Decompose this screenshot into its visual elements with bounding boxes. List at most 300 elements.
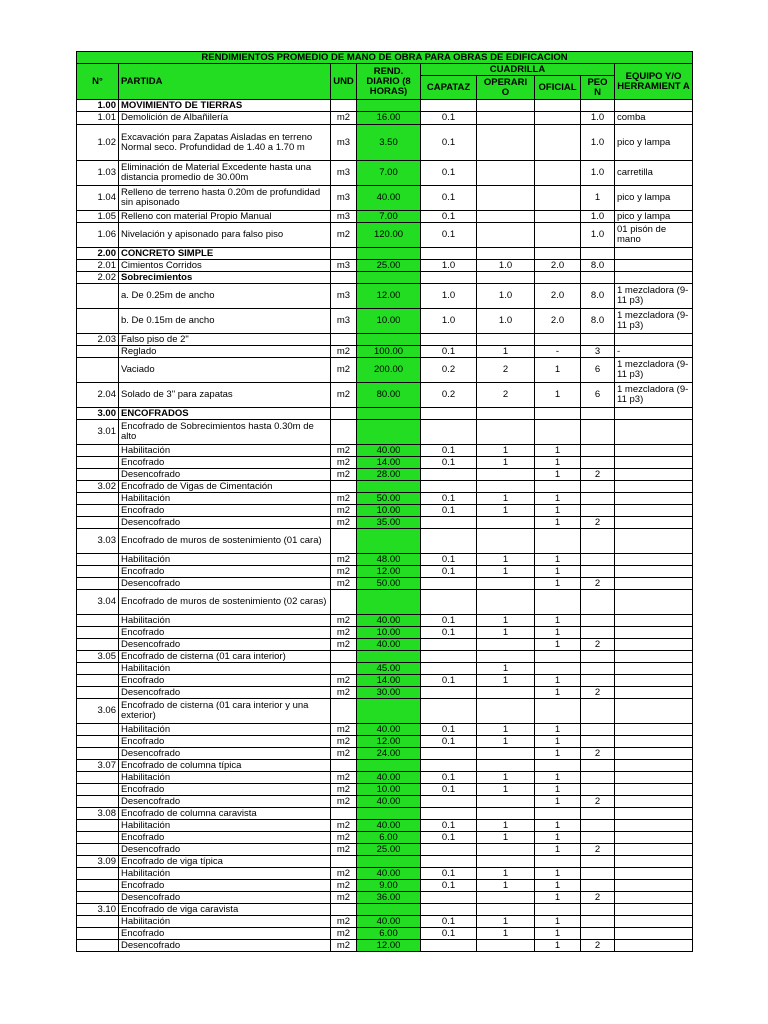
operario-cell [477, 223, 535, 248]
unit-cell: m2 [331, 724, 357, 736]
partida-cell: Habilitación [119, 445, 331, 457]
item-number [77, 868, 119, 880]
operario-cell [477, 211, 535, 223]
header-oficial: OFICIAL [535, 76, 581, 100]
peon-cell [581, 445, 615, 457]
capataz-cell [421, 481, 477, 493]
unit-cell: m2 [331, 627, 357, 639]
header-operario: OPERARI O [477, 76, 535, 100]
operario-cell [477, 529, 535, 554]
partida-cell: ENCOFRADOS [119, 408, 331, 420]
capataz-cell: 1.0 [421, 260, 477, 272]
equipo-cell [615, 100, 693, 112]
unit-cell: m2 [331, 358, 357, 383]
partida-cell: Desencofrado [119, 639, 331, 651]
oficial-cell: 1 [535, 469, 581, 481]
unit-cell [331, 408, 357, 420]
oficial-cell [535, 529, 581, 554]
operario-cell [477, 808, 535, 820]
table-row [77, 687, 693, 699]
peon-cell [581, 554, 615, 566]
partida-cell: Reglado [119, 346, 331, 358]
rendimiento-cell: 30.00 [357, 687, 421, 699]
oficial-cell [535, 808, 581, 820]
partida-cell: Habilitación [119, 772, 331, 784]
equipo-cell [615, 772, 693, 784]
equipo-cell [615, 260, 693, 272]
unit-cell: m2 [331, 868, 357, 880]
item-number: 3.09 [77, 856, 119, 868]
table-row [77, 566, 693, 578]
operario-cell: 1 [477, 916, 535, 928]
equipo-cell [615, 457, 693, 469]
rendimiento-cell [357, 529, 421, 554]
rendimiento-cell [357, 904, 421, 916]
operario-cell [477, 590, 535, 615]
table-row [77, 505, 693, 517]
rendimiento-cell: 25.00 [357, 844, 421, 856]
capataz-cell [421, 408, 477, 420]
operario-cell [477, 112, 535, 125]
peon-cell [581, 832, 615, 844]
table-row [77, 904, 693, 916]
operario-cell: 2 [477, 358, 535, 383]
unit-cell [331, 808, 357, 820]
unit-cell [331, 100, 357, 112]
peon-cell: 2 [581, 940, 615, 952]
operario-cell: 1 [477, 554, 535, 566]
oficial-cell [535, 334, 581, 346]
rendimiento-cell: 10.00 [357, 309, 421, 334]
unit-cell: m2 [331, 844, 357, 856]
equipo-cell: 01 pisón de mano [615, 223, 693, 248]
operario-cell: 1 [477, 346, 535, 358]
oficial-cell: 1 [535, 445, 581, 457]
table-row [77, 284, 693, 309]
oficial-cell: 1 [535, 832, 581, 844]
peon-cell [581, 272, 615, 284]
unit-cell: m2 [331, 445, 357, 457]
operario-cell [477, 248, 535, 260]
unit-cell [331, 590, 357, 615]
peon-cell [581, 675, 615, 687]
capataz-cell: 0.1 [421, 784, 477, 796]
operario-cell [477, 748, 535, 760]
table-row [77, 784, 693, 796]
partida-cell: CONCRETO SIMPLE [119, 248, 331, 260]
unit-cell: m3 [331, 309, 357, 334]
partida-cell: Desencofrado [119, 578, 331, 590]
peon-cell [581, 699, 615, 724]
peon-cell: 1.0 [581, 223, 615, 248]
oficial-cell: 1 [535, 517, 581, 529]
rendimiento-cell [357, 760, 421, 772]
table-row [77, 457, 693, 469]
rendimiento-cell: 9.00 [357, 880, 421, 892]
partida-cell: Habilitación [119, 868, 331, 880]
rendimiento-cell [357, 420, 421, 445]
unit-cell: m2 [331, 796, 357, 808]
capataz-cell [421, 334, 477, 346]
unit-cell [331, 904, 357, 916]
rendimiento-cell [357, 856, 421, 868]
equipo-cell [615, 904, 693, 916]
item-number [77, 892, 119, 904]
item-number: 3.04 [77, 590, 119, 615]
table-row [77, 675, 693, 687]
partida-cell: Eliminación de Material Excedente hasta una distancia promedio de 30.00m [119, 161, 331, 186]
rendimiento-cell: 40.00 [357, 868, 421, 880]
unit-cell: m2 [331, 736, 357, 748]
item-number: 1.06 [77, 223, 119, 248]
capataz-cell: 0.1 [421, 346, 477, 358]
header-capataz: CAPATAZ [421, 76, 477, 100]
table-row [77, 590, 693, 615]
equipo-cell [615, 880, 693, 892]
operario-cell [477, 940, 535, 952]
rendimiento-cell [357, 100, 421, 112]
rendimiento-cell: 48.00 [357, 554, 421, 566]
unit-cell: m2 [331, 578, 357, 590]
peon-cell [581, 408, 615, 420]
equipo-cell [615, 832, 693, 844]
rendimiento-cell: 3.50 [357, 125, 421, 161]
table-row [77, 832, 693, 844]
unit-cell: m2 [331, 493, 357, 505]
partida-cell: Desencofrado [119, 469, 331, 481]
oficial-cell: 1 [535, 457, 581, 469]
table-row [77, 161, 693, 186]
unit-cell: m2 [331, 346, 357, 358]
table-row [77, 383, 693, 408]
peon-cell: 6 [581, 383, 615, 408]
peon-cell [581, 505, 615, 517]
equipo-cell [615, 334, 693, 346]
table-row [77, 699, 693, 724]
unit-cell: m2 [331, 892, 357, 904]
item-number: 1.01 [77, 112, 119, 125]
partida-cell: Desencofrado [119, 687, 331, 699]
rendimiento-cell [357, 590, 421, 615]
partida-cell: Encofrado de columna típica [119, 760, 331, 772]
table-row [77, 844, 693, 856]
table-row [77, 554, 693, 566]
operario-cell: 1 [477, 820, 535, 832]
table-row [77, 651, 693, 663]
equipo-cell: pico y lampa [615, 125, 693, 161]
unit-cell [331, 334, 357, 346]
operario-cell: 1 [477, 724, 535, 736]
operario-cell [477, 699, 535, 724]
operario-cell [477, 856, 535, 868]
peon-cell: 1.0 [581, 161, 615, 186]
unit-cell: m3 [331, 260, 357, 272]
capataz-cell: 0.1 [421, 566, 477, 578]
item-number: 1.02 [77, 125, 119, 161]
rendimiento-cell: 80.00 [357, 383, 421, 408]
capataz-cell: 0.1 [421, 211, 477, 223]
table-row [77, 125, 693, 161]
partida-cell: Relleno de terreno hasta 0.20m de profundidad sin apisonado [119, 186, 331, 211]
item-number: 3.00 [77, 408, 119, 420]
rendimiento-cell: 10.00 [357, 627, 421, 639]
unit-cell: m2 [331, 457, 357, 469]
equipo-cell: carretilla [615, 161, 693, 186]
equipo-cell [615, 844, 693, 856]
item-number [77, 517, 119, 529]
oficial-cell: 1 [535, 820, 581, 832]
rendimiento-cell: 50.00 [357, 578, 421, 590]
unit-cell [331, 248, 357, 260]
operario-cell: 1 [477, 784, 535, 796]
oficial-cell: 1 [535, 505, 581, 517]
oficial-cell [535, 481, 581, 493]
table-row [77, 808, 693, 820]
item-number [77, 615, 119, 627]
header-partida: PARTIDA [119, 64, 331, 100]
item-number [77, 284, 119, 309]
unit-cell [331, 663, 357, 675]
peon-cell: 2 [581, 687, 615, 699]
operario-cell: 1 [477, 566, 535, 578]
oficial-cell: 1 [535, 844, 581, 856]
operario-cell: 1 [477, 880, 535, 892]
rendimiento-cell: 40.00 [357, 639, 421, 651]
peon-cell [581, 420, 615, 445]
unit-cell: m2 [331, 505, 357, 517]
equipo-cell [615, 892, 693, 904]
table-row [77, 760, 693, 772]
oficial-cell: 1 [535, 566, 581, 578]
oficial-cell: 1 [535, 554, 581, 566]
partida-cell: Encofrado de muros de sostenimiento (02 caras) [119, 590, 331, 615]
item-number [77, 505, 119, 517]
capataz-cell: 0.1 [421, 916, 477, 928]
oficial-cell: 1 [535, 615, 581, 627]
peon-cell [581, 615, 615, 627]
table-row [77, 940, 693, 952]
item-number [77, 724, 119, 736]
oficial-cell: 1 [535, 383, 581, 408]
capataz-cell [421, 699, 477, 724]
rendimiento-cell: 40.00 [357, 186, 421, 211]
peon-cell [581, 808, 615, 820]
unit-cell: m2 [331, 112, 357, 125]
item-number [77, 928, 119, 940]
capataz-cell [421, 892, 477, 904]
partida-cell: Encofrado [119, 505, 331, 517]
item-number [77, 748, 119, 760]
oficial-cell: - [535, 346, 581, 358]
item-number: 2.00 [77, 248, 119, 260]
capataz-cell: 0.1 [421, 223, 477, 248]
operario-cell [477, 125, 535, 161]
peon-cell [581, 663, 615, 675]
rendimiento-cell: 50.00 [357, 493, 421, 505]
capataz-cell [421, 248, 477, 260]
oficial-cell: 1 [535, 868, 581, 880]
capataz-cell [421, 760, 477, 772]
item-number [77, 772, 119, 784]
table-row [77, 112, 693, 125]
equipo-cell: pico y lampa [615, 211, 693, 223]
item-number: 1.00 [77, 100, 119, 112]
peon-cell: 2 [581, 517, 615, 529]
partida-cell: Encofrado de cisterna (01 cara interior y una exterior) [119, 699, 331, 724]
capataz-cell [421, 651, 477, 663]
rendimiento-cell: 35.00 [357, 517, 421, 529]
header-no: N° [77, 64, 119, 100]
item-number: 2.02 [77, 272, 119, 284]
peon-cell [581, 772, 615, 784]
capataz-cell: 0.1 [421, 112, 477, 125]
unit-cell: m2 [331, 469, 357, 481]
capataz-cell: 0.1 [421, 772, 477, 784]
oficial-cell: 1 [535, 880, 581, 892]
capataz-cell: 0.1 [421, 627, 477, 639]
table-row [77, 663, 693, 675]
operario-cell: 1 [477, 505, 535, 517]
item-number [77, 663, 119, 675]
peon-cell: 1 [581, 186, 615, 211]
rendimiento-cell: 7.00 [357, 211, 421, 223]
oficial-cell: 1 [535, 916, 581, 928]
oficial-cell: 1 [535, 639, 581, 651]
oficial-cell [535, 760, 581, 772]
capataz-cell: 0.1 [421, 161, 477, 186]
item-number [77, 346, 119, 358]
item-number [77, 844, 119, 856]
oficial-cell: 1 [535, 748, 581, 760]
operario-cell [477, 161, 535, 186]
operario-cell: 2 [477, 383, 535, 408]
oficial-cell [535, 856, 581, 868]
operario-cell [477, 469, 535, 481]
partida-cell: Encofrado de Vigas de Cimentación [119, 481, 331, 493]
operario-cell: 1 [477, 663, 535, 675]
unit-cell: m3 [331, 211, 357, 223]
item-number [77, 880, 119, 892]
partida-cell: Encofrado [119, 832, 331, 844]
item-number [77, 916, 119, 928]
header-equipo: EQUIPO Y/O HERRAMIENT A [615, 64, 693, 100]
equipo-cell: comba [615, 112, 693, 125]
capataz-cell: 0.1 [421, 724, 477, 736]
partida-cell: Excavación para Zapatas Aisladas en terreno Normal seco. Profundidad de 1.40 a 1.70 m [119, 125, 331, 161]
table-row [77, 820, 693, 832]
item-number: 3.08 [77, 808, 119, 820]
oficial-cell: 1 [535, 627, 581, 639]
operario-cell [477, 578, 535, 590]
partida-cell: a. De 0.25m de ancho [119, 284, 331, 309]
item-number [77, 639, 119, 651]
rendimiento-cell: 28.00 [357, 469, 421, 481]
oficial-cell: 1 [535, 796, 581, 808]
rendimiento-cell: 12.00 [357, 284, 421, 309]
equipo-cell [615, 760, 693, 772]
unit-cell: m2 [331, 554, 357, 566]
partida-cell: Encofrado [119, 566, 331, 578]
oficial-cell [535, 211, 581, 223]
item-number [77, 675, 119, 687]
capataz-cell: 0.1 [421, 445, 477, 457]
partida-cell: Nivelación y apisonado para falso piso [119, 223, 331, 248]
equipo-cell: - [615, 346, 693, 358]
capataz-cell: 0.1 [421, 832, 477, 844]
item-number [77, 736, 119, 748]
peon-cell [581, 724, 615, 736]
table-row [77, 892, 693, 904]
peon-cell [581, 784, 615, 796]
oficial-cell: 1 [535, 687, 581, 699]
peon-cell: 8.0 [581, 260, 615, 272]
peon-cell [581, 248, 615, 260]
capataz-cell: 1.0 [421, 309, 477, 334]
capataz-cell [421, 844, 477, 856]
partida-cell: Encofrado de cisterna (01 cara interior) [119, 651, 331, 663]
peon-cell [581, 529, 615, 554]
table-title: RENDIMIENTOS PROMEDIO DE MANO DE OBRA PARA OBRAS DE EDIFICACION [77, 52, 693, 64]
unit-cell [331, 856, 357, 868]
unit-cell: m2 [331, 675, 357, 687]
table-row [77, 358, 693, 383]
partida-cell: Vaciado [119, 358, 331, 383]
equipo-cell [615, 517, 693, 529]
item-number [77, 820, 119, 832]
item-number [77, 796, 119, 808]
table-row [77, 724, 693, 736]
table-row [77, 272, 693, 284]
partida-cell: Habilitación [119, 554, 331, 566]
table-row [77, 260, 693, 272]
capataz-cell [421, 469, 477, 481]
table-row [77, 408, 693, 420]
capataz-cell: 0.1 [421, 736, 477, 748]
peon-cell [581, 820, 615, 832]
item-number: 3.10 [77, 904, 119, 916]
partida-cell: Habilitación [119, 493, 331, 505]
partida-cell: Encofrado de viga típica [119, 856, 331, 868]
rendimiento-cell: 6.00 [357, 832, 421, 844]
partida-cell: Encofrado de columna caravista [119, 808, 331, 820]
operario-cell: 1 [477, 457, 535, 469]
header-cuadrilla: CUADRILLA [421, 64, 615, 76]
peon-cell [581, 627, 615, 639]
capataz-cell: 0.1 [421, 820, 477, 832]
partida-cell: Desencofrado [119, 892, 331, 904]
capataz-cell [421, 663, 477, 675]
rendimiento-cell: 12.00 [357, 736, 421, 748]
peon-cell [581, 100, 615, 112]
capataz-cell [421, 796, 477, 808]
peon-cell [581, 760, 615, 772]
oficial-cell [535, 161, 581, 186]
oficial-cell [535, 248, 581, 260]
item-number [77, 469, 119, 481]
item-number [77, 445, 119, 457]
oficial-cell [535, 125, 581, 161]
oficial-cell: 1 [535, 358, 581, 383]
rendimiento-cell [357, 334, 421, 346]
rendimiento-cell: 12.00 [357, 940, 421, 952]
capataz-cell: 0.1 [421, 125, 477, 161]
equipo-cell [615, 675, 693, 687]
rendimiento-cell [357, 408, 421, 420]
unit-cell: m3 [331, 284, 357, 309]
table-row [77, 578, 693, 590]
oficial-cell: 2.0 [535, 284, 581, 309]
peon-cell [581, 651, 615, 663]
